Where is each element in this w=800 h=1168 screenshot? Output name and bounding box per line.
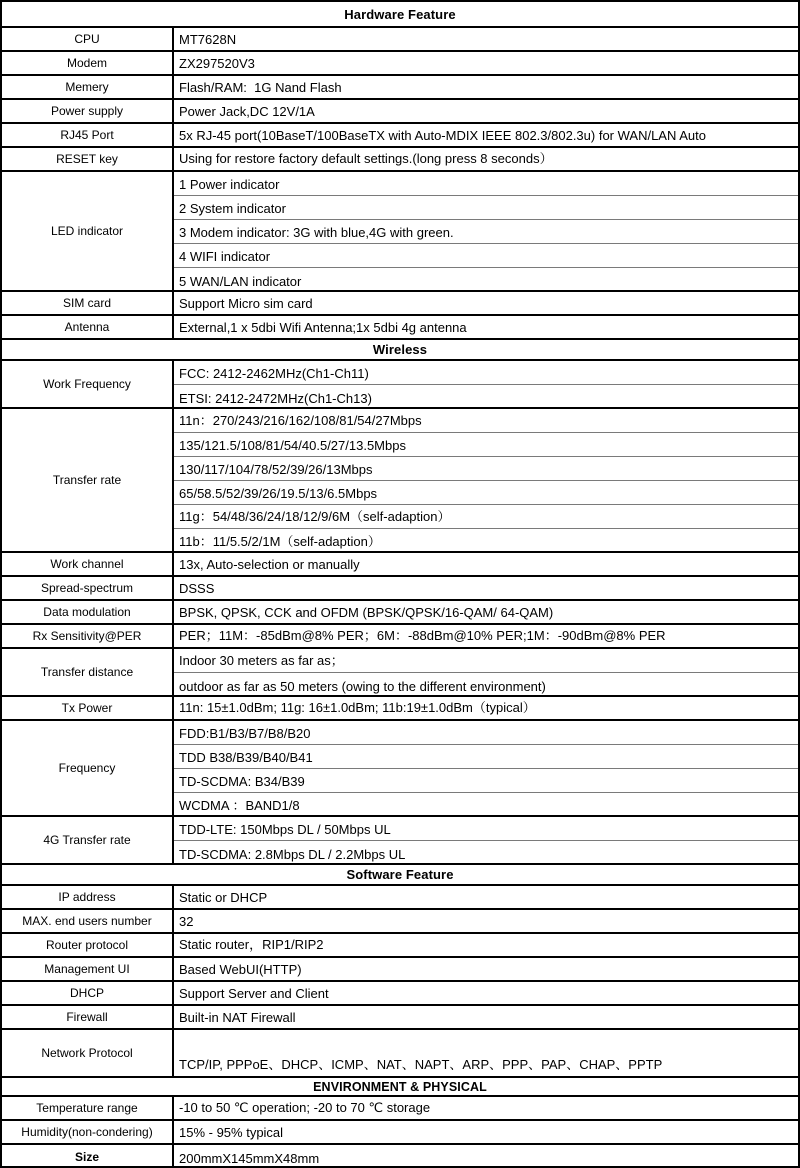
spec-label: Antenna xyxy=(2,316,174,338)
spec-label: Power supply xyxy=(2,100,174,122)
spec-label: RESET key xyxy=(2,148,174,170)
spec-value-line: Flash/RAM: 1G Nand Flash xyxy=(179,80,342,95)
spec-value-line: BPSK, QPSK, CCK and OFDM (BPSK/QPSK/16-QAM/ 64-QAM) xyxy=(179,605,554,620)
spec-value-cell xyxy=(174,361,798,407)
spec-label: IP address xyxy=(2,886,174,908)
spec-row xyxy=(2,649,798,697)
spec-value-line: 4 WIFI indicator xyxy=(174,244,798,268)
spec-value-cell xyxy=(174,817,798,863)
spec-row xyxy=(2,886,798,910)
spec-value-cell xyxy=(174,76,798,98)
spec-value-line: outdoor as far as 50 meters (owing to the different environment) xyxy=(179,679,546,694)
spec-value-line: 65/58.5/52/39/26/19.5/13/6.5Mbps xyxy=(174,481,798,505)
spec-value-line: Indoor 30 meters as far as； xyxy=(174,649,798,673)
spec-value-cell xyxy=(174,28,798,50)
spec-label: Memery xyxy=(2,76,174,98)
section-header: ENVIRONMENT & PHYSICAL xyxy=(2,1078,798,1097)
spec-label: Work channel xyxy=(2,553,174,575)
spec-row xyxy=(2,721,798,817)
spec-label: Rx Sensitivity@PER xyxy=(2,625,174,647)
spec-value-line: 13x, Auto-selection or manually xyxy=(179,557,360,572)
spec-value-line: ZX297520V3 xyxy=(179,56,255,71)
spec-value-line: 11b：11/5.5/2/1M（self-adaption） xyxy=(179,534,381,549)
spec-value-cell xyxy=(174,553,798,575)
spec-value-cell xyxy=(174,100,798,122)
spec-row xyxy=(2,1121,798,1145)
spec-value-line: WCDMA ：BAND1/8 xyxy=(179,798,300,813)
spec-value-cell xyxy=(174,982,798,1004)
spec-value-line: TD-SCDMA: 2.8Mbps DL / 2.2Mbps UL xyxy=(179,847,406,862)
spec-value-line: TDD-LTE: 150Mbps DL / 50Mbps UL xyxy=(174,817,798,841)
spec-value-line: External,1 x 5dbi Wifi Antenna;1x 5dbi 4g antenna xyxy=(179,320,467,335)
spec-value-line: 1 Power indicator xyxy=(174,172,798,196)
spec-value-line: MT7628N xyxy=(179,32,237,47)
spec-value-line: Support Server and Client xyxy=(179,986,329,1001)
spec-row xyxy=(2,52,798,76)
spec-label: Management UI xyxy=(2,958,174,980)
spec-row xyxy=(2,1145,798,1168)
spec-row xyxy=(2,316,798,340)
spec-value-line: 5x RJ-45 port(10BaseT/100BaseTX with Auto-MDIX IEEE 802.3/802.3u) for WAN/LAN Auto xyxy=(179,128,706,143)
spec-row xyxy=(2,1006,798,1030)
spec-label: Router protocol xyxy=(2,934,174,956)
spec-row xyxy=(2,982,798,1006)
spec-value-line: Using for restore factory default settings.(long press 8 seconds） xyxy=(179,151,553,166)
spec-value-line: 11n：270/243/216/162/108/81/54/27Mbps xyxy=(174,409,798,433)
spec-value-line: Static or DHCP xyxy=(179,890,268,905)
spec-label: Temperature range xyxy=(2,1097,174,1119)
spec-label: SIM card xyxy=(2,292,174,314)
spec-value-cell xyxy=(174,52,798,74)
spec-label: Tx Power xyxy=(2,697,174,719)
spec-row xyxy=(2,958,798,982)
spec-value-line: 135/121.5/108/81/54/40.5/27/13.5Mbps xyxy=(174,433,798,457)
spec-row xyxy=(2,934,798,958)
spec-value-line: 3 Modem indicator: 3G with blue,4G with green. xyxy=(174,220,798,244)
spec-row xyxy=(2,28,798,52)
spec-row xyxy=(2,910,798,934)
spec-row xyxy=(2,1030,798,1078)
spec-row xyxy=(2,100,798,124)
section-header: Wireless xyxy=(2,340,798,361)
spec-label: LED indicator xyxy=(2,172,174,290)
spec-value-line: 5 WAN/LAN indicator xyxy=(179,274,302,289)
spec-label: Network Protocol xyxy=(2,1030,174,1076)
spec-row xyxy=(2,1097,798,1121)
spec-value-cell xyxy=(174,172,798,290)
spec-label: Modem xyxy=(2,52,174,74)
spec-value-cell xyxy=(174,934,798,956)
spec-value-cell xyxy=(174,1145,798,1168)
spec-value-line: FCC: 2412-2462MHz(Ch1-Ch11) xyxy=(174,361,798,385)
spec-value-line: Based WebUI(HTTP) xyxy=(179,962,302,977)
spec-value-cell xyxy=(174,649,798,695)
spec-value-line: TD-SCDMA: B34/B39 xyxy=(174,769,798,793)
spec-value-cell xyxy=(174,958,798,980)
spec-label: Frequency xyxy=(2,721,174,815)
spec-value-cell xyxy=(174,721,798,815)
spec-label: 4G Transfer rate xyxy=(2,817,174,863)
spec-label: RJ45 Port xyxy=(2,124,174,146)
spec-value-cell xyxy=(174,1006,798,1028)
spec-row xyxy=(2,409,798,553)
spec-value-cell xyxy=(174,697,798,719)
spec-row xyxy=(2,124,798,148)
spec-label: Humidity(non-condering) xyxy=(2,1121,174,1143)
spec-value-line: Static router，RIP1/RIP2 xyxy=(179,937,324,952)
spec-label: CPU xyxy=(2,28,174,50)
spec-row xyxy=(2,625,798,649)
spec-row xyxy=(2,361,798,409)
spec-row xyxy=(2,577,798,601)
spec-value-cell xyxy=(174,316,798,338)
spec-value-line: 2 System indicator xyxy=(174,196,798,220)
spec-value-cell xyxy=(174,625,798,647)
spec-value-cell xyxy=(174,910,798,932)
spec-value-cell xyxy=(174,124,798,146)
spec-value-line: Built-in NAT Firewall xyxy=(179,1010,296,1025)
section-header: Hardware Feature xyxy=(2,2,798,28)
spec-value-cell xyxy=(174,292,798,314)
spec-value-cell xyxy=(174,1121,798,1143)
spec-value-line: 15% - 95% typical xyxy=(179,1125,284,1140)
spec-value-line: TDD B38/B39/B40/B41 xyxy=(174,745,798,769)
spec-value-line: 32 xyxy=(179,914,194,929)
spec-value-line: PER；11M：-85dBm@8% PER；6M：-88dBm@10% PER;1M：-90dBm@8% PER xyxy=(179,628,666,643)
spec-label: Transfer rate xyxy=(2,409,174,551)
spec-label: Size xyxy=(2,1145,174,1168)
spec-row xyxy=(2,172,798,292)
spec-label: Spread-spectrum xyxy=(2,577,174,599)
spec-value-cell xyxy=(174,148,798,170)
spec-label: MAX. end users number xyxy=(2,910,174,932)
spec-row xyxy=(2,697,798,721)
spec-value-cell xyxy=(174,577,798,599)
spec-label: Firewall xyxy=(2,1006,174,1028)
spec-label: Data modulation xyxy=(2,601,174,623)
spec-value-line: 11g：54/48/36/24/18/12/9/6M（self-adaption） xyxy=(174,505,798,529)
spec-row xyxy=(2,148,798,172)
spec-value-line: 11n: 15±1.0dBm; 11g: 16±1.0dBm; 11b:19±1.0dBm（typical） xyxy=(179,700,536,715)
spec-value-line: Support Micro sim card xyxy=(179,296,313,311)
spec-value-line: FDD:B1/B3/B7/B8/B20 xyxy=(174,721,798,745)
spec-label: DHCP xyxy=(2,982,174,1004)
spec-value-cell xyxy=(174,886,798,908)
spec-value-line: Power Jack,DC 12V/1A xyxy=(179,104,315,119)
spec-row xyxy=(2,292,798,316)
spec-row xyxy=(2,817,798,865)
spec-row xyxy=(2,601,798,625)
section-header: Software Feature xyxy=(2,865,798,886)
spec-value-line: DSSS xyxy=(179,581,215,596)
spec-value-line: ETSI: 2412-2472MHz(Ch1-Ch13) xyxy=(179,391,372,406)
spec-label: Work Frequency xyxy=(2,361,174,407)
spec-value-line: 130/117/104/78/52/39/26/13Mbps xyxy=(174,457,798,481)
spec-row xyxy=(2,76,798,100)
spec-value-cell xyxy=(174,1097,798,1119)
spec-value-cell xyxy=(174,409,798,551)
spec-value-line: 200mmX145mmX48mm xyxy=(179,1151,320,1166)
spec-label: Transfer distance xyxy=(2,649,174,695)
spec-row xyxy=(2,553,798,577)
spec-value-line: -10 to 50 ℃ operation; -20 to 70 ℃ storage xyxy=(179,1100,431,1115)
spec-value-line: TCP/IP, PPPoE、DHCP、ICMP、NAT、NAPT、ARP、PPP、PAP、CHAP、PPTP xyxy=(179,1057,663,1072)
spec-value-cell xyxy=(174,1030,798,1076)
spec-value-cell xyxy=(174,601,798,623)
